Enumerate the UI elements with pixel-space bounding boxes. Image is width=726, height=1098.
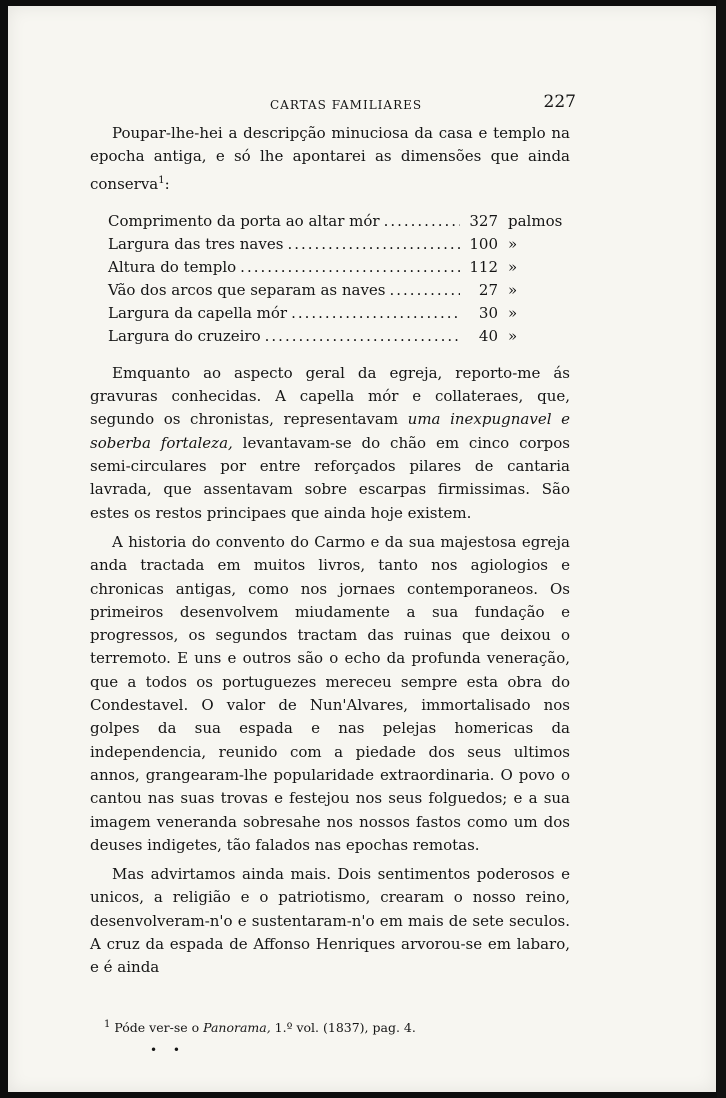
dimension-row <box>108 302 570 325</box>
footnote-text: 1.º vol. (1837), pag. 4. <box>270 1019 416 1035</box>
signature-mark: • • <box>150 1042 186 1057</box>
dimension-label: Vão dos arcos que separam as naves <box>108 280 386 299</box>
dot-leader <box>390 279 461 302</box>
footnote-text: Póde ver-se o <box>114 1019 204 1035</box>
page-content <box>90 92 576 1057</box>
dimension-label: Altura do templo <box>108 257 237 276</box>
dimension-unit: » <box>508 326 518 345</box>
dimension-unit: » <box>508 280 518 299</box>
dot-leader <box>291 302 460 325</box>
dimension-value: 112 <box>469 257 498 276</box>
paragraph-history: A historia do convento do Carmo e da sua majestosa egreja anda tractada em muitos livros, tanto nos agiologios e chronicas antigas, como nos jornaes contemporaneos. Os primeiros desenvolvem miudamente a sua fundação e progressos, os segundos tractam das ruinas que deixou o terremoto. E uns e outros são o echo da profunda veneração, que a todos os portuguezes mereceu sempre esta obra do Condestavel. O valor de Nun'Alvares, immortalisado nos golpes da sua espada e nas pelejas homericas da independencia, reunido com a piedade dos seus ultimos annos, grangearam-lhe popularidade extraordinaria. O povo o cantou nas suas trovas e festejou nos seus folguedos; e a sua imagem veneranda sobresahe nos nossos fastos como um dos deuses indigetes, tão falados nas epochas remotas. <box>90 532 570 854</box>
dimension-value: 100 <box>469 234 498 253</box>
dot-leader <box>384 210 460 233</box>
dimension-unit: » <box>508 234 518 253</box>
page-header <box>90 92 576 120</box>
paragraph-text: levantavam-se do chão em cinco corpos semi-circulares por entre reforçados pilares de cantaria lavrada, que assentavam sobre escarpas firmissimas. São estes os restos principaes que ainda hoje existem. <box>90 433 571 522</box>
dimension-label: Largura das tres naves <box>108 234 284 253</box>
paragraph-sentiments: Mas advirtamos ainda mais. Dois sentimentos poderosos e unicos, a religião e o patriotismo, crearam o nosso reino, desenvolveram-n'o e sustentaram-n'o em mais de sete seculos. A cruz da espada de Affonso Henriques arvorou-se em labaro, e é ainda <box>90 865 570 977</box>
dot-leader <box>240 256 460 279</box>
quoted-phrase: uma inexpugnavel e soberba fortaleza, <box>90 410 570 452</box>
footnote <box>90 1016 570 1037</box>
dimension-unit: palmos <box>508 211 563 230</box>
page-number: 227 <box>543 92 576 112</box>
intro-end: : <box>164 174 170 193</box>
dimensions-table <box>90 210 570 348</box>
intro-paragraph <box>90 122 570 196</box>
dimension-row <box>108 325 570 348</box>
dimension-value: 27 <box>478 280 498 299</box>
dimension-row <box>108 233 570 256</box>
paragraph-text: Emquanto ao aspecto geral da egreja, reporto-me ás gravuras conhecidas. A capella mór e collateraes, que, segundo os chronistas, representavam <box>90 363 570 429</box>
running-head: CARTAS FAMILIARES <box>270 98 423 112</box>
dimension-label: Largura da capella mór <box>108 303 288 322</box>
dot-leader <box>287 233 460 256</box>
intro-text: Poupar-lhe-hei a descripção minuciosa da casa e templo na epocha antiga, e só lhe apontarei as dimensões que ainda conserva <box>90 124 570 193</box>
dimension-row <box>108 210 570 233</box>
dimension-row <box>108 279 570 302</box>
dimension-unit: » <box>508 303 518 322</box>
dimension-label: Comprimento da porta ao altar mór <box>108 211 380 230</box>
paragraph-aspect <box>90 362 570 525</box>
dimension-value: 40 <box>478 326 498 345</box>
footnote-title: Panorama, <box>203 1019 271 1035</box>
dimension-label: Largura do cruzeiro <box>108 326 261 345</box>
dimension-value: 30 <box>478 303 498 322</box>
dimension-unit: » <box>508 257 518 276</box>
footnote-reference: 1 <box>158 174 165 186</box>
footnote-number: 1 <box>104 1018 111 1030</box>
dimension-value: 327 <box>469 211 498 230</box>
dimension-row <box>108 256 570 279</box>
scan-edge <box>717 0 726 1098</box>
dot-leader <box>265 325 460 348</box>
